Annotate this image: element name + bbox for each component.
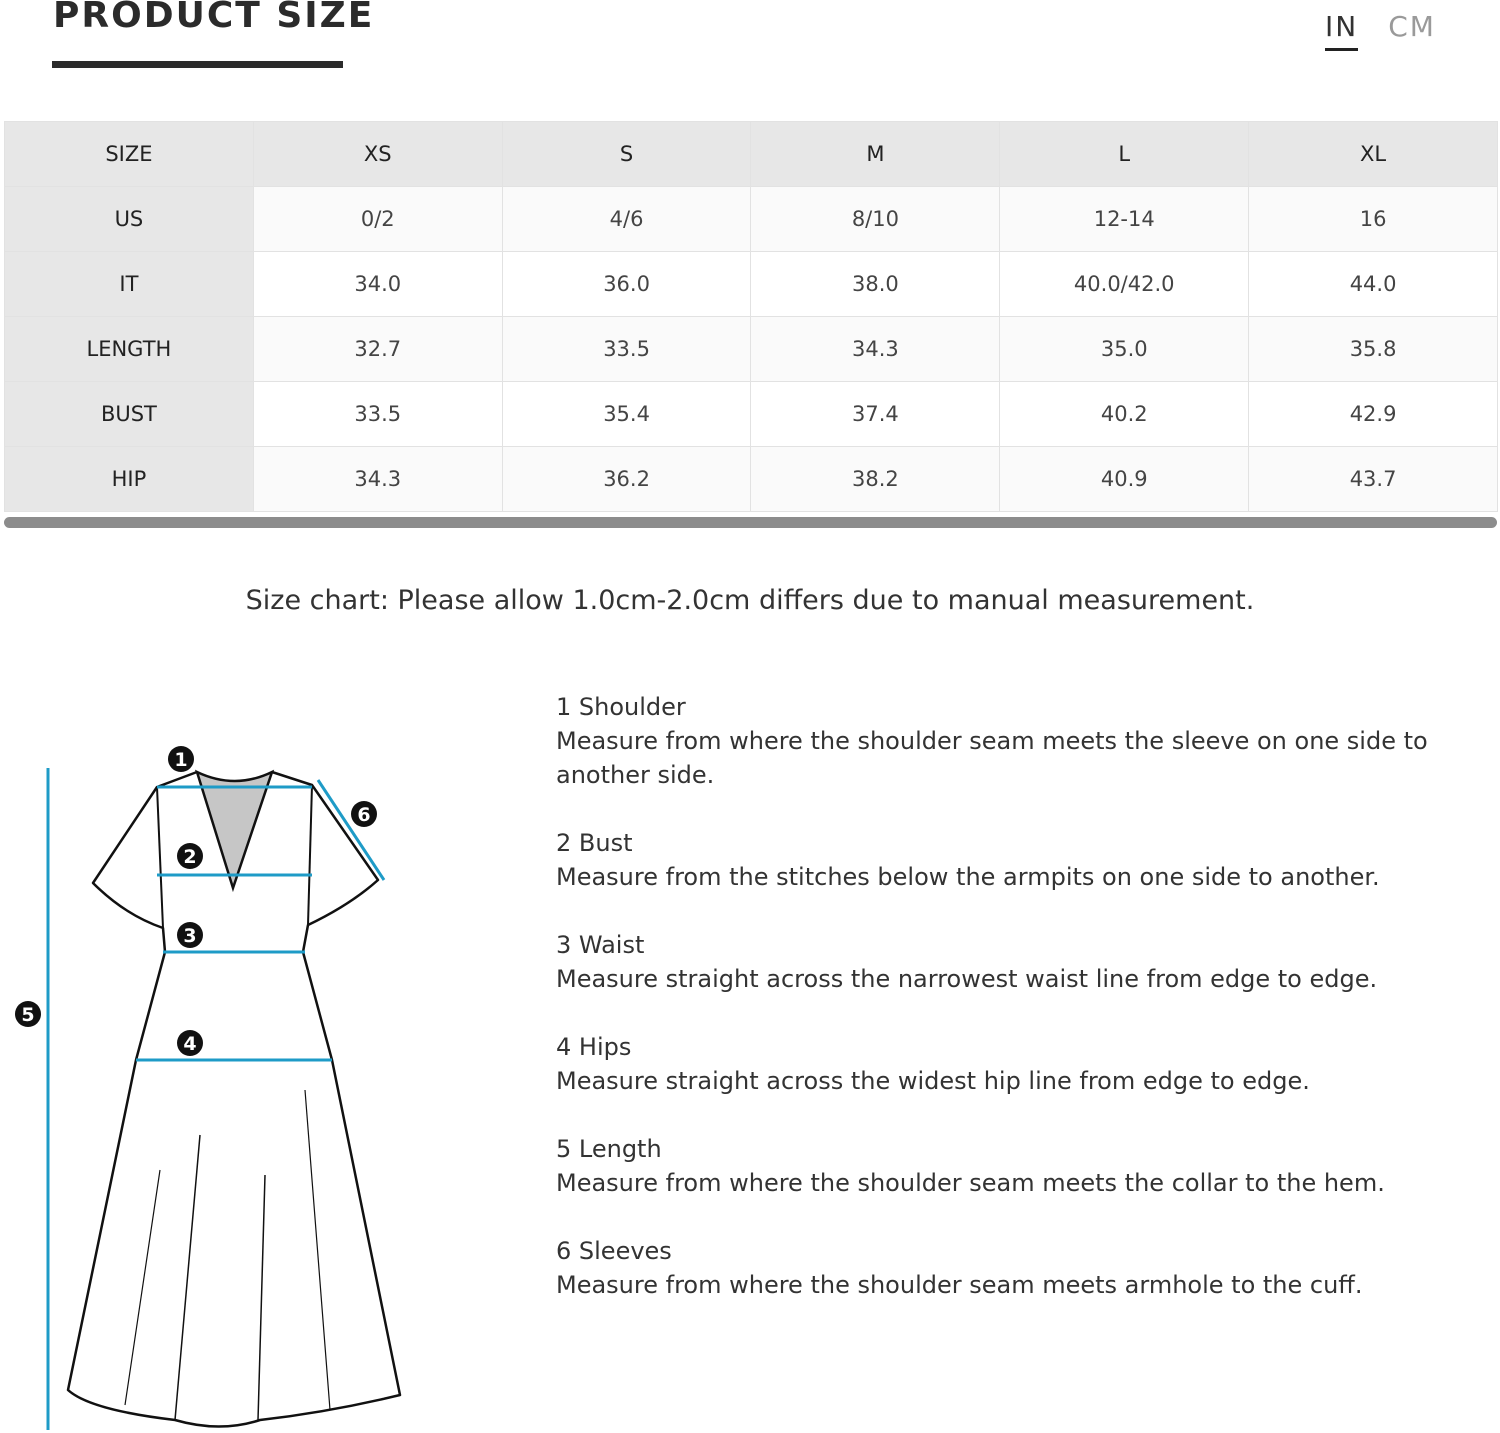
column-header: L <box>1000 122 1249 187</box>
marker-4 <box>177 1030 203 1056</box>
measure-description: Measure from where the shoulder seam meets the collar to the hem. <box>556 1169 1385 1197</box>
measurement-guide <box>556 690 1476 1336</box>
measure-title: 2 Bust <box>556 829 633 857</box>
table-cell: 35.4 <box>502 382 751 447</box>
marker-6-label: 6 <box>357 804 371 826</box>
measure-length <box>556 1132 1476 1200</box>
row-label: BUST <box>5 382 254 447</box>
marker-2-label: 2 <box>183 846 197 868</box>
size-chart-note: Size chart: Please allow 1.0cm-2.0cm differs due to manual measurement. <box>245 585 1255 616</box>
table-cell: 33.5 <box>502 317 751 382</box>
measure-sleeves <box>556 1234 1476 1302</box>
table-cell: 16 <box>1249 187 1498 252</box>
table-cell: 40.2 <box>1000 382 1249 447</box>
title-underline <box>52 61 343 68</box>
table-cell: 35.0 <box>1000 317 1249 382</box>
unit-in-tab[interactable]: IN <box>1325 10 1358 51</box>
table-cell: 32.7 <box>253 317 502 382</box>
row-label: HIP <box>5 447 254 512</box>
table-cell: 40.9 <box>1000 447 1249 512</box>
column-header: SIZE <box>5 122 254 187</box>
marker-1-label: 1 <box>174 749 188 771</box>
table-cell: 33.5 <box>253 382 502 447</box>
table-row <box>5 187 1498 252</box>
row-label: IT <box>5 252 254 317</box>
measure-hips <box>556 1030 1476 1098</box>
marker-1 <box>168 746 194 772</box>
marker-2 <box>177 843 203 869</box>
table-cell: 36.0 <box>502 252 751 317</box>
measure-description: Measure from where the shoulder seam meets the sleeve on one side to another side. <box>556 727 1428 789</box>
table-cell: 42.9 <box>1249 382 1498 447</box>
table-cell: 4/6 <box>502 187 751 252</box>
table-cell: 0/2 <box>253 187 502 252</box>
measure-title: 4 Hips <box>556 1033 632 1061</box>
table-cell: 34.0 <box>253 252 502 317</box>
marker-5 <box>15 1001 41 1027</box>
measure-bust <box>556 826 1476 894</box>
table-row <box>5 382 1498 447</box>
table-cell: 34.3 <box>751 317 1000 382</box>
unit-toggle <box>1325 10 1436 51</box>
table-cell: 37.4 <box>751 382 1000 447</box>
column-header: M <box>751 122 1000 187</box>
table-cell: 43.7 <box>1249 447 1498 512</box>
measure-waist <box>556 928 1476 996</box>
size-table <box>4 121 1498 512</box>
table-cell: 40.0/42.0 <box>1000 252 1249 317</box>
marker-6 <box>351 801 377 827</box>
horizontal-scrollbar[interactable] <box>4 517 1497 528</box>
column-header: XS <box>253 122 502 187</box>
table-cell: 38.0 <box>751 252 1000 317</box>
table-cell: 35.8 <box>1249 317 1498 382</box>
table-row <box>5 317 1498 382</box>
table-row <box>5 447 1498 512</box>
measure-description: Measure from the stitches below the armpits on one side to another. <box>556 863 1380 891</box>
dress-diagram <box>0 740 420 1433</box>
row-label: LENGTH <box>5 317 254 382</box>
measure-title: 6 Sleeves <box>556 1237 672 1265</box>
measure-title: 1 Shoulder <box>556 693 686 721</box>
page-title: PRODUCT SIZE <box>53 0 375 36</box>
column-header: XL <box>1249 122 1498 187</box>
column-header: S <box>502 122 751 187</box>
table-cell: 36.2 <box>502 447 751 512</box>
marker-4-label: 4 <box>183 1033 197 1055</box>
measure-description: Measure straight across the widest hip line from edge to edge. <box>556 1067 1310 1095</box>
measure-shoulder <box>556 690 1476 792</box>
table-cell: 12-14 <box>1000 187 1249 252</box>
marker-5-label: 5 <box>21 1004 35 1026</box>
table-header-row <box>5 122 1498 187</box>
table-cell: 44.0 <box>1249 252 1498 317</box>
measure-title: 5 Length <box>556 1135 662 1163</box>
table-row <box>5 252 1498 317</box>
table-cell: 34.3 <box>253 447 502 512</box>
table-cell: 8/10 <box>751 187 1000 252</box>
marker-3-label: 3 <box>183 925 197 947</box>
unit-cm-tab[interactable]: CM <box>1388 10 1436 43</box>
table-cell: 38.2 <box>751 447 1000 512</box>
measure-title: 3 Waist <box>556 931 645 959</box>
marker-3 <box>177 922 203 948</box>
measure-description: Measure straight across the narrowest waist line from edge to edge. <box>556 965 1378 993</box>
measure-description: Measure from where the shoulder seam meets armhole to the cuff. <box>556 1271 1363 1299</box>
row-label: US <box>5 187 254 252</box>
